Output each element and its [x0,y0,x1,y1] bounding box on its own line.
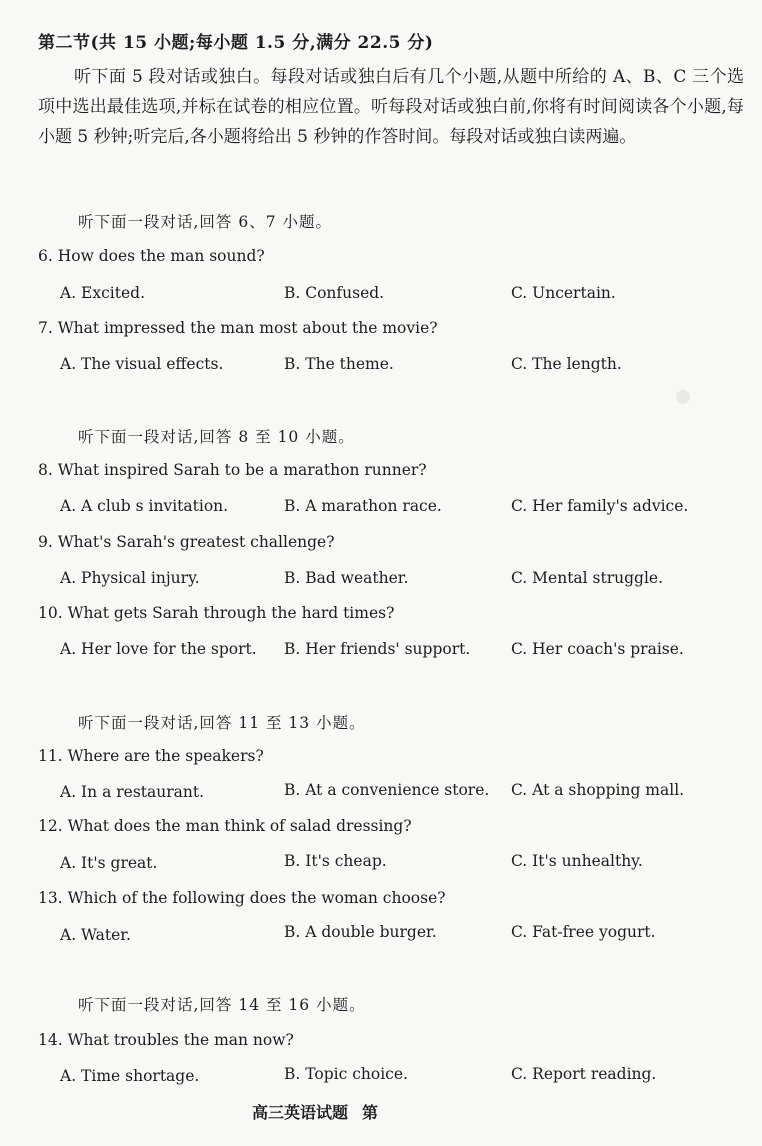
section-instructions: 听下面 5 段对话或独白。每段对话或独白后有几个小题,从题中所给的 A、B、C 三个选项中选出最佳选项,并标在试卷的相应位置。听每段对话或独白前,你将有时间阅读各个小题,每小题 5 秒钟;听完后,各小题将给出 5 秒钟的作答时间。每段对话或独白读两遍。 [38,67,744,147]
question-6-option-c: C. Uncertain. [511,284,616,302]
section-title: 第二节(共 15 小题;每小题 1.5 分,满分 22.5 分) [38,33,434,53]
question-13: 13. Which of the following does the woman choose? [38,889,446,907]
group-heading: 听下面一段对话,回答 8 至 10 小题。 [78,428,355,446]
question-13-option-c: C. Fat-free yogurt. [511,923,656,941]
question-8-option-c: C. Her family's advice. [511,497,689,515]
group-heading: 听下面一段对话,回答 6、7 小题。 [78,213,333,231]
question-14: 14. What troubles the man now? [38,1031,294,1049]
question-6-option-b: B. Confused. [284,284,385,302]
question-12: 12. What does the man think of salad dressing? [38,817,412,835]
question-7-option-a: A. The visual effects. [60,355,224,373]
question-9-option-c: C. Mental struggle. [511,569,664,587]
group-heading: 听下面一段对话,回答 11 至 13 小题。 [78,714,366,732]
question-8-option-a: A. A club s invitation. [60,497,229,515]
footer-title: 高三英语试题 [252,1103,349,1122]
question-9-option-a: A. Physical injury. [60,569,200,587]
question-13-option-b: B. A double burger. [284,923,437,941]
page-footer [252,1100,378,1123]
question-11-option-b: B. At a convenience store. [284,781,490,799]
question-7: 7. What impressed the man most about the movie? [38,319,438,337]
question-6: 6. How does the man sound? [38,247,265,265]
question-6-option-a: A. Excited. [60,284,145,302]
question-11: 11. Where are the speakers? [38,747,264,765]
question-11-option-c: C. At a shopping mall. [511,781,685,799]
footer-page-label: 第 [362,1103,379,1122]
question-9: 9. What's Sarah's greatest challenge? [38,533,335,551]
question-10-option-c: C. Her coach's praise. [511,640,684,658]
group-heading: 听下面一段对话,回答 14 至 16 小题。 [78,996,366,1014]
question-12-option-c: C. It's unhealthy. [511,852,643,870]
question-9-option-b: B. Bad weather. [284,569,409,587]
scan-smudge [676,390,690,404]
question-12-option-a: A. It's great. [60,854,158,872]
question-8: 8. What inspired Sarah to be a marathon runner? [38,461,427,479]
question-14-option-c: C. Report reading. [511,1065,657,1083]
question-13-option-a: A. Water. [60,926,131,944]
question-14-option-b: B. Topic choice. [284,1065,408,1083]
question-11-option-a: A. In a restaurant. [60,783,205,801]
question-10: 10. What gets Sarah through the hard times? [38,604,395,622]
question-7-option-b: B. The theme. [284,355,394,373]
question-10-option-b: B. Her friends' support. [284,640,471,658]
question-12-option-b: B. It's cheap. [284,852,387,870]
question-10-option-a: A. Her love for the sport. [60,640,257,658]
question-7-option-c: C. The length. [511,355,622,373]
question-8-option-b: B. A marathon race. [284,497,442,515]
question-14-option-a: A. Time shortage. [60,1067,200,1085]
